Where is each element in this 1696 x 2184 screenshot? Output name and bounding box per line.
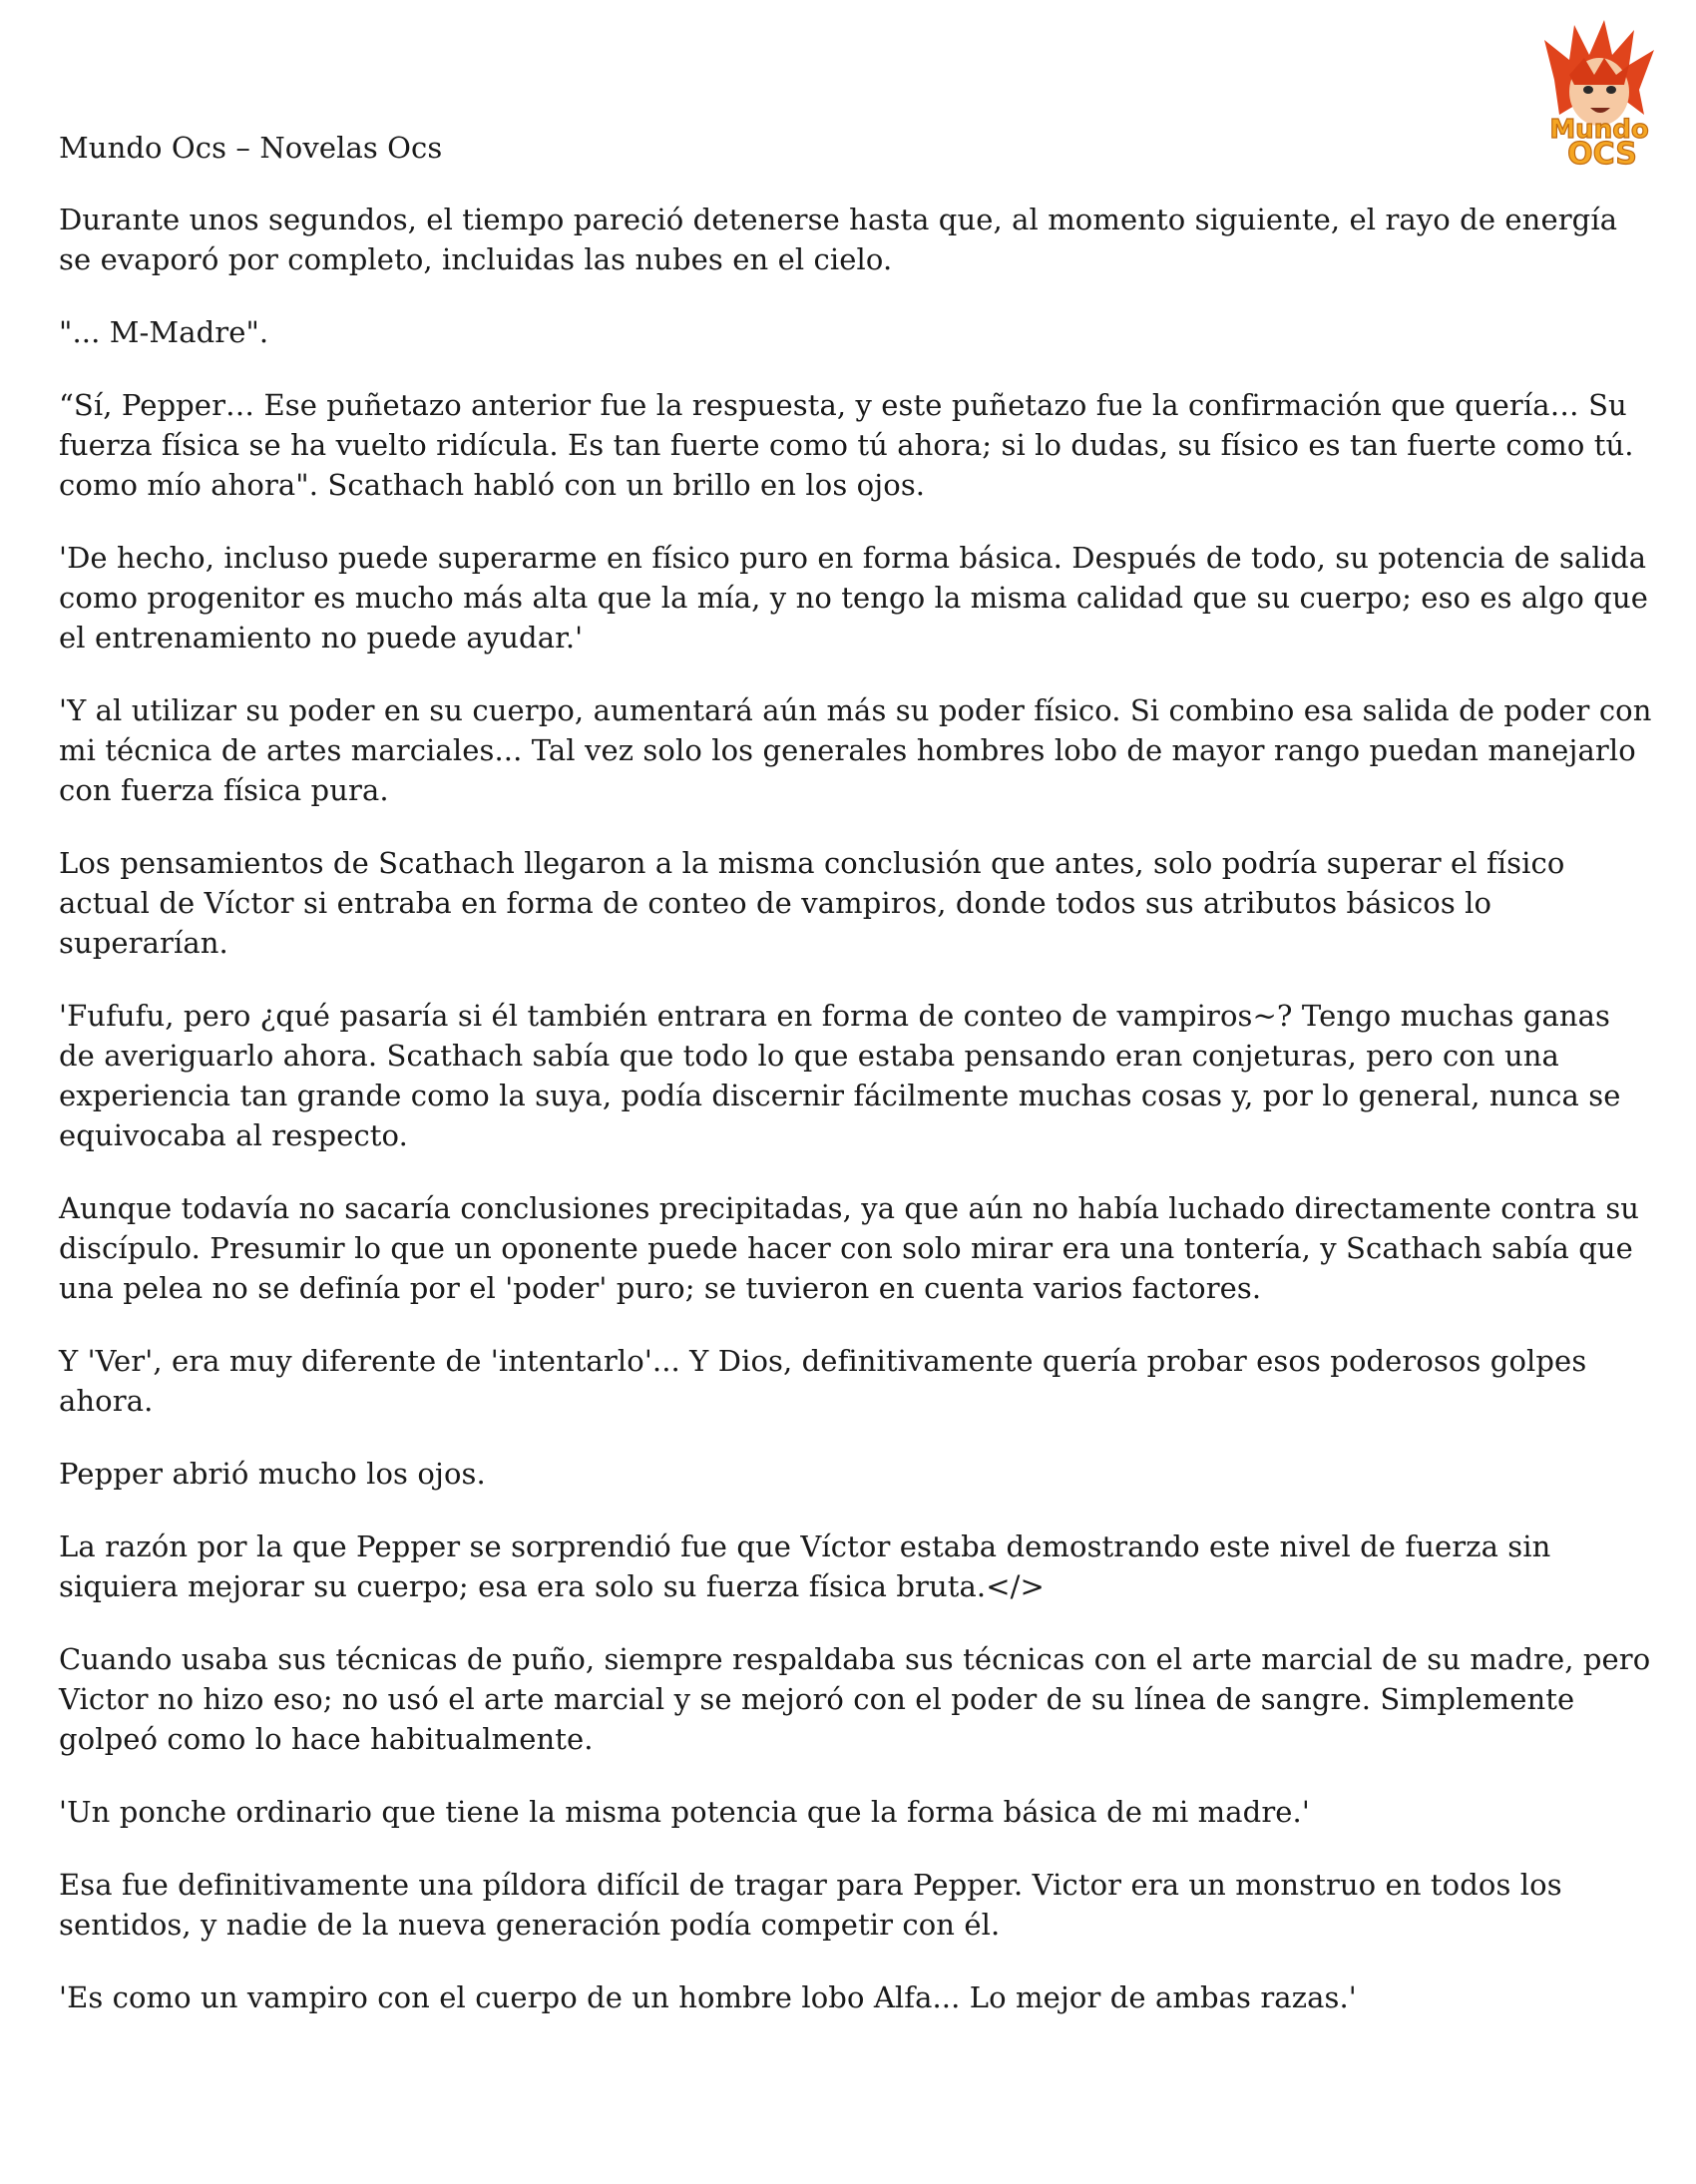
paragraph-8: Aunque todavía no sacaría conclusiones precipitadas, ya que aún no había luchado directamente contra su discípulo. Presumir lo que un oponente puede hacer con solo mirar era una tontería, y Scathach sabía que una pelea no se definía por el 'poder' puro; se tuvieron en cuenta varios factores. xyxy=(59,1191,1640,1305)
paragraph-9: Y 'Ver', era muy diferente de 'intentarlo'... Y Dios, definitivamente quería probar esos poderosos golpes ahora. xyxy=(59,1344,1587,1418)
paragraph-13: 'Un ponche ordinario que tiene la misma potencia que la forma básica de mi madre.' xyxy=(59,1795,1310,1829)
paragraph-1: Durante unos segundos, el tiempo pareció detenerse hasta que, al momento siguiente, el rayo de energía se evaporó por completo, incluidas las nubes en el cielo. xyxy=(59,203,1618,276)
paragraph-5: 'Y al utilizar su poder en su cuerpo, aumentará aún más su poder físico. Si combino esa salida de poder con mi técnica de artes marciales... Tal vez solo los generales hombres lobo de mayor rango puedan manejarlo con fuerza física pura. xyxy=(59,693,1652,807)
paragraph-12: Cuando usaba sus técnicas de puño, siempre respaldaba sus técnicas con el arte marcial de su madre, pero Victor no hizo eso; no usó el arte marcial y se mejoró con el poder de su línea de sangre. Simplemente golpeó como lo hace habitualmente. xyxy=(59,1642,1651,1756)
paragraph-14: Esa fue definitivamente una píldora difícil de tragar para Pepper. Victor era un monstruo en todos los sentidos, y nadie de la nueva generación podía competir con él. xyxy=(59,1868,1562,1942)
paragraph-7: 'Fufufu, pero ¿qué pasaría si él también entrara en forma de conteo de vampiros~? Tengo muchas ganas de averiguarlo ahora. Scathach sabía que todo lo que estaba pensando eran conjeturas, pero con una experiencia tan grande como la suya, podía discernir fácilmente muchas cosas y, por lo general, nunca se equivocaba al respecto. xyxy=(59,999,1621,1152)
document-header: Mundo Ocs – Novelas Ocs xyxy=(59,131,443,165)
document-body xyxy=(59,128,1655,2050)
paragraph-3: “Sí, Pepper… Ese puñetazo anterior fue la respuesta, y este puñetazo fue la confirmación que quería… Su fuerza física se ha vuelto ridícula. Es tan fuerte como tú ahora; si lo dudas, su físico es tan fuerte como tú. como mío ahora". Scathach habló con un brillo en los ojos. xyxy=(59,388,1634,502)
paragraph-10: Pepper abrió mucho los ojos. xyxy=(59,1457,486,1491)
paragraph-4: 'De hecho, incluso puede superarme en físico puro en forma básica. Después de todo, su potencia de salida como progenitor es mucho más alta que la mía, y no tengo la misma calidad que su cuerpo; eso es algo que el entrenamiento no puede ayudar.' xyxy=(59,541,1648,655)
logo-text-mundo: Mundo xyxy=(1549,115,1649,145)
paragraph-6: Los pensamientos de Scathach llegaron a la misma conclusión que antes, solo podría superar el físico actual de Víctor si entraba en forma de conteo de vampiros, donde todos sus atributos básicos lo superarían. xyxy=(59,846,1565,960)
logo-text-ocs: OCS xyxy=(1567,137,1637,170)
paragraph-15: 'Es como un vampiro con el cuerpo de un hombre lobo Alfa... Lo mejor de ambas razas.' xyxy=(59,1980,1357,2014)
paragraph-11: La razón por la que Pepper se sorprendió fue que Víctor estaba demostrando este nivel de fuerza sin siquiera mejorar su cuerpo; esa era solo su fuerza física bruta.</> xyxy=(59,1529,1551,1603)
paragraph-2: "... M-Madre". xyxy=(59,315,269,349)
